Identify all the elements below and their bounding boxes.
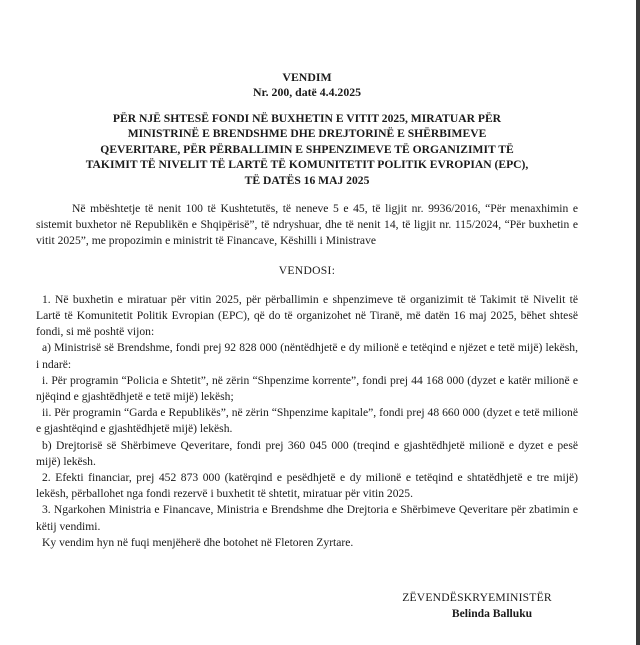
document-title: VENDIM: [282, 70, 332, 84]
item-a: a) Ministrisë së Brendshme, fondi prej 92 828 000 (nëntëdhjetë e dy milionë e tetëqind e njëzet e tetë mijë) lekësh, i ndarë:: [36, 341, 578, 371]
signature-title: ZËVENDËSKRYEMINISTËR: [402, 591, 552, 604]
paragraph-1: 1. Në buxhetin e miratuar për vitin 2025, për përballimin e shpenzimeve të organizimit të Takimit të Nivelit të Lartë të Komunitetit Politik Evropian (EPC), që do të organizohet në Tiranë, më datën 16 maj 2025, bëhet shtesë fondi, si më poshtë vijon:: [36, 292, 578, 339]
heading-line: MINISTRINË E BRENDSHME DHE DREJTORINË E SHËRBIMEVE: [127, 127, 487, 141]
heading-line: PËR NJË SHTESË FONDI NË BUXHETIN E VITIT 2025, MIRATUAR PËR: [112, 112, 502, 125]
page-edge-border: [636, 0, 640, 645]
heading-line: QEVERITARE, PËR PËRBALLIMIN E SHPENZIMEVE TË ORGANIZIMIT TË: [100, 142, 514, 156]
document-number: Nr. 200, datë 4.4.2025: [252, 85, 362, 99]
document-body: [36, 70, 578, 551]
decides-heading: VENDOSI:: [278, 263, 336, 277]
closing-paragraph: Ky vendim hyn në fuqi menjëherë dhe botohet në Fletoren Zyrtare.: [42, 535, 354, 549]
intro-paragraph: Në mbështetje të nenit 100 të Kushtetutës, të neneve 5 e 45, të ligjit nr. 9936/2016, “Për menaxhimin e sistemit buxhetor në Republikën e Shqipërisë”, të ndryshuar, dhe të nenit 14, të ligjit nr. 115/2024, “Për buxhetin e vitit 2025”, me propozimin e ministrit të Financave, Këshilli i Ministrave: [36, 202, 578, 248]
signature-block: [370, 590, 584, 622]
signature-name: Belinda Balluku: [451, 607, 533, 620]
item-a-i: i. Për programin “Policia e Shtetit”, në zërin “Shpenzime korrente”, fondi prej 44 168 000 (dyzet e katër milionë e njëqind e gjashtëdhjetë e tetë mijë) lekësh;: [36, 373, 578, 404]
document-heading: [36, 111, 578, 188]
paragraph-2: 2. Efekti financiar, prej 452 873 000 (katërqind e pesëdhjetë e dy milionë e tetëqind e shtatëdhjetë e tre mijë) lekësh, përballohet nga fondi rezervë i buxhetit të shtetit, miratuar për vitin 2025.: [36, 471, 578, 501]
paragraph-3: 3. Ngarkohen Ministria e Financave, Ministria e Brendshme dhe Drejtoria e Shërbimeve Qeveritare për zbatimin e këtij vendimi.: [36, 503, 578, 533]
item-b: b) Drejtorisë së Shërbimeve Qeveritare, fondi prej 360 045 000 (treqind e gjashtëdhjetë milionë e dyzet e pesë mijë) lekësh.: [36, 438, 578, 468]
heading-line: TË DATËS 16 MAJ 2025: [244, 173, 370, 187]
item-a-ii: ii. Për programin “Garda e Republikës”, në zërin “Shpenzime kapitale”, fondi prej 48 660 000 (dyzet e tetë milionë e gjashtëqind e gjashtëdhjetë mijë) lekësh.: [36, 406, 578, 436]
heading-line: TAKIMIT TË NIVELIT TË LARTË TË KOMUNITETIT POLITIK EVROPIAN (EPC),: [85, 158, 529, 172]
